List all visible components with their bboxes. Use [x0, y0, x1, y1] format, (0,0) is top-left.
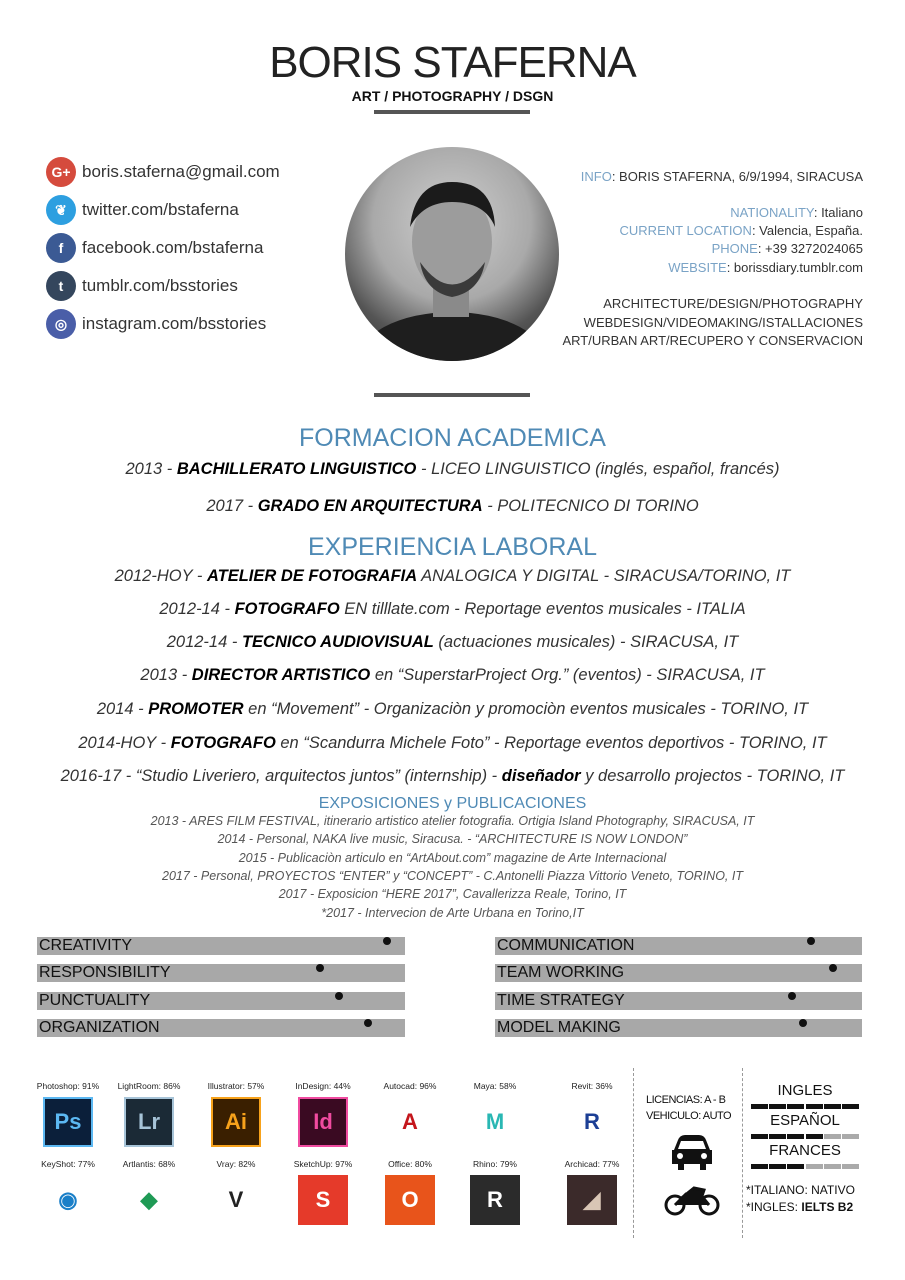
language-level: [751, 1134, 859, 1139]
skill-level-dot: [364, 1019, 372, 1027]
exhibition-item: 2015 - Publicaciòn articulo en “ArtAbout.com” magazine de Arte Internacional: [238, 850, 667, 865]
keyshot-icon: ◉: [43, 1175, 93, 1225]
software-label: Maya: 58%: [473, 1081, 517, 1091]
education-item-pre: 2017 -: [206, 497, 258, 515]
software-item: [200, 1081, 272, 1147]
location-line: CURRENT LOCATION: Valencia, España.: [619, 223, 863, 238]
lightroom-icon: Lr: [124, 1097, 174, 1147]
tumblr-icon: t: [46, 271, 76, 301]
software-label: Archicad: 77%: [564, 1159, 620, 1169]
software-label: Autocad: 96%: [383, 1081, 437, 1091]
experience-item-pre: 2016-17 - “Studio Liveriero, arquitectos juntos” (internship) -: [60, 767, 502, 785]
software-item: [556, 1159, 628, 1225]
exhibition-item: 2017 - Personal, PROYECTOS “ENTER” y “CONCEPT” - C.Antonelli Piazza Vittorio Veneto, TORINO, IT: [162, 868, 743, 883]
skill-level-dot: [383, 937, 391, 945]
experience-item: [0, 633, 905, 652]
skill-bar: [495, 937, 862, 955]
contact-item[interactable]: [46, 195, 239, 225]
experience-item: [0, 734, 905, 753]
native-language-note: *ITALIANO: NATIVO: [746, 1183, 855, 1197]
phone-line: PHONE: +39 3272024065: [711, 241, 863, 256]
software-item: [287, 1081, 359, 1147]
skill-bar: [37, 992, 405, 1010]
contact-text[interactable]: instagram.com/bsstories: [82, 314, 267, 333]
ielts-note: *INGLES: IELTS B2: [746, 1200, 854, 1214]
experience-item-title: TECNICO AUDIOVISUAL: [241, 633, 434, 651]
field-line-3: ART/URBAN ART/RECUPERO Y CONSERVACION: [562, 333, 863, 348]
experience-item-post: ANALOGICA Y DIGITAL - SIRACUSA/TORINO, IT: [417, 567, 791, 585]
rhino-icon: R: [470, 1175, 520, 1225]
archicad-icon: ◢: [567, 1175, 617, 1225]
skill-level-dot: [829, 964, 837, 972]
indesign-icon: Id: [298, 1097, 348, 1147]
experience-item: [0, 666, 905, 685]
license-line: LICENCIAS: A - B: [646, 1094, 726, 1106]
revit-icon: R: [567, 1097, 617, 1147]
experience-item-post: en “Scandurra Michele Foto” - Reportage eventos deportivos - TORINO, IT: [275, 734, 827, 752]
skill-label: COMMUNICATION: [497, 937, 635, 954]
software-item: [459, 1159, 531, 1225]
language-label: FRANCES: [769, 1142, 841, 1159]
experience-item: [0, 567, 905, 586]
software-item: [556, 1081, 628, 1147]
contact-item[interactable]: [46, 233, 263, 263]
google-plus-icon: G+: [46, 157, 76, 187]
experience-item-post: (actuaciones musicales) - SIRACUSA, IT: [433, 633, 739, 651]
skill-level-dot: [807, 937, 815, 945]
vehicle-line: VEHICULO: AUTO: [646, 1110, 732, 1122]
maya-icon: M: [470, 1097, 520, 1147]
autocad-icon: A: [385, 1097, 435, 1147]
skill-bar: [37, 937, 405, 955]
contact-text[interactable]: twitter.com/bstaferna: [82, 200, 239, 219]
software-label: LightRoom: 86%: [117, 1081, 181, 1091]
facebook-icon: f: [46, 233, 76, 263]
website-line: WEBSITE: borissdiary.tumblr.com: [668, 260, 863, 275]
education-item-title: GRADO EN ARQUITECTURA: [257, 497, 483, 515]
software-item: [287, 1159, 359, 1225]
twitter-icon: ❦: [46, 195, 76, 225]
software-item: [113, 1159, 185, 1225]
experience-item-pre: 2012-14 -: [159, 600, 235, 618]
software-label: Photoshop: 91%: [36, 1081, 100, 1091]
language-label: INGLES: [777, 1082, 833, 1099]
experience-item-title: PROMOTER: [148, 700, 244, 718]
motorcycle-icon: [664, 1184, 720, 1221]
profile-photo: [345, 147, 559, 361]
skill-bar: [495, 992, 862, 1010]
office-icon: O: [385, 1175, 435, 1225]
software-item: [200, 1159, 272, 1225]
software-label: Illustrator: 57%: [207, 1081, 265, 1091]
software-label: SketchUp: 97%: [293, 1159, 353, 1169]
language-label: ESPAÑOL: [770, 1112, 840, 1129]
experience-item-post: en “Movement” - Organizaciòn y promociòn eventos musicales - TORINO, IT: [243, 700, 809, 718]
contact-text[interactable]: facebook.com/bstaferna: [82, 238, 264, 257]
illustrator-icon: Ai: [211, 1097, 261, 1147]
exhibition-item: 2014 - Personal, NAKA live music, Siracusa. - “ARCHITECTURE IS NOW LONDON”: [217, 832, 688, 847]
experience-item-pre: 2014 -: [96, 700, 149, 718]
instagram-icon: ◎: [46, 309, 76, 339]
person-name: BORIS STAFERNA: [269, 38, 636, 87]
language-level: [751, 1164, 859, 1169]
education-item: [0, 497, 905, 516]
experience-item-pre: 2012-14 -: [166, 633, 242, 651]
skill-label: TEAM WORKING: [497, 964, 625, 982]
experience-item-title: FOTOGRAFO: [234, 600, 340, 618]
experience-item-title: ATELIER DE FOTOGRAFIA: [206, 567, 418, 585]
experience-item: [0, 700, 905, 719]
education-title: FORMACION ACADEMICA: [299, 424, 606, 452]
section-divider: [374, 393, 530, 397]
exhibition-item: 2013 - ARES FILM FESTIVAL, itinerario artistico atelier fotografia. Ortigia Island Photography, SIRACUSA, IT: [150, 814, 755, 828]
software-label: Vray: 82%: [216, 1159, 256, 1169]
experience-item-title: diseñador: [501, 767, 581, 785]
skill-bar: [37, 964, 405, 982]
experience-item-title: DIRECTOR ARTISTICO: [191, 666, 371, 684]
skill-level-dot: [316, 964, 324, 972]
experience-title: EXPERIENCIA LABORAL: [307, 533, 597, 561]
experience-item-post: en “SuperstarProject Org.” (eventos) - SIRACUSA, IT: [370, 666, 765, 684]
experience-item: [0, 767, 905, 786]
education-item: [0, 460, 905, 479]
skill-level-dot: [788, 992, 796, 1000]
education-item-title: BACHILLERATO LINGUISTICO: [176, 460, 417, 478]
software-item: [32, 1159, 104, 1225]
contact-item[interactable]: [46, 157, 280, 187]
software-label: Office: 80%: [388, 1159, 432, 1169]
info-line: INFO: BORIS STAFERNA, 6/9/1994, SIRACUSA: [580, 169, 863, 184]
software-item: [459, 1081, 531, 1147]
header-divider: [374, 110, 530, 114]
education-item-post: - POLITECNICO DI TORINO: [482, 497, 699, 515]
experience-item-pre: 2013 -: [140, 666, 192, 684]
field-line-1: ARCHITECTURE/DESIGN/PHOTOGRAPHY: [603, 296, 863, 311]
software-label: Artlantis: 68%: [122, 1159, 176, 1169]
column-divider-1: [633, 1068, 634, 1238]
skill-bar: [495, 1019, 862, 1037]
contact-item[interactable]: [46, 309, 266, 339]
software-item: [374, 1081, 446, 1147]
experience-item-post: EN tilllate.com - Reportage eventos musicales - ITALIA: [339, 600, 746, 618]
software-item: [374, 1159, 446, 1225]
sketchup-icon: S: [298, 1175, 348, 1225]
experience-item: [0, 600, 905, 619]
skill-label: ORGANIZATION: [39, 1018, 160, 1036]
contact-item[interactable]: [46, 271, 238, 301]
skill-label: PUNCTUALITY: [39, 991, 151, 1009]
profession-subtitle: ART / PHOTOGRAPHY / DSGN: [351, 88, 554, 104]
exhibition-item: 2017 - Exposicion “HERE 2017”, Cavallerizza Reale, Torino, IT: [278, 887, 627, 902]
skill-label: RESPONSIBILITY: [39, 964, 171, 982]
vray-icon: V: [211, 1175, 261, 1225]
education-item-pre: 2013 -: [125, 460, 177, 478]
skill-bar: [37, 1019, 405, 1037]
language-level: [751, 1104, 859, 1109]
car-icon: [670, 1134, 714, 1177]
software-item: [113, 1081, 185, 1147]
experience-item-pre: 2012-HOY -: [114, 567, 207, 585]
nationality-line: NATIONALITY: Italiano: [730, 205, 863, 220]
experience-item-post: y desarrollo projectos - TORINO, IT: [580, 767, 845, 785]
exhibitions-title: EXPOSICIONES y PUBLICACIONES: [318, 795, 587, 812]
contact-text[interactable]: tumblr.com/bsstories: [82, 276, 238, 295]
experience-item-pre: 2014-HOY -: [78, 734, 171, 752]
photoshop-icon: Ps: [43, 1097, 93, 1147]
software-label: Rhino: 79%: [473, 1159, 517, 1169]
skill-level-dot: [335, 992, 343, 1000]
education-item-post: - LICEO LINGUISTICO (inglés, español, francés): [416, 460, 780, 478]
skill-label: TIME STRATEGY: [497, 991, 625, 1009]
artlantis-icon: ◆: [124, 1175, 174, 1225]
software-item: [32, 1081, 104, 1147]
portrait-illustration: [345, 147, 559, 361]
exhibition-item: *2017 - Intervecion de Arte Urbana en Torino,IT: [321, 905, 584, 920]
field-line-2: WEBDESIGN/VIDEOMAKING/ISTALLACIONES: [583, 315, 863, 330]
software-label: Revit: 36%: [571, 1081, 613, 1091]
contact-text[interactable]: boris.staferna@gmail.com: [82, 162, 280, 181]
software-label: KeyShot: 77%: [41, 1159, 95, 1169]
column-divider-2: [742, 1068, 743, 1238]
skill-bar: [495, 964, 862, 982]
skill-label: CREATIVITY: [39, 937, 133, 954]
software-label: InDesign: 44%: [295, 1081, 351, 1091]
skill-label: MODEL MAKING: [497, 1018, 621, 1036]
experience-item-title: FOTOGRAFO: [170, 734, 276, 752]
skill-level-dot: [799, 1019, 807, 1027]
